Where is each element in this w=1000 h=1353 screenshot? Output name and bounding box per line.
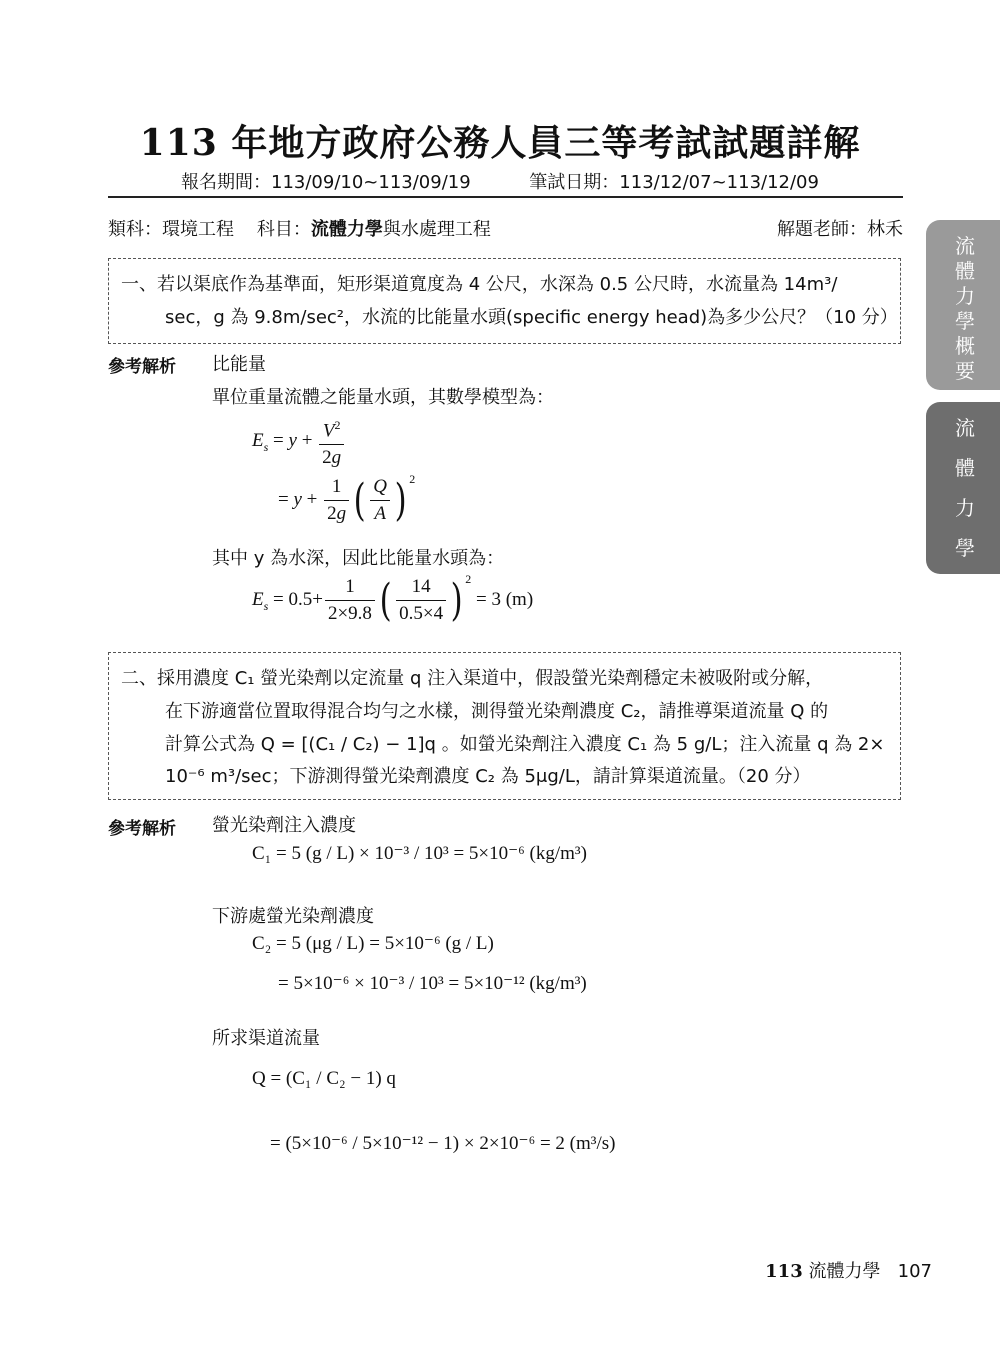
answer-2-heading-1: 螢光染劑注入濃度 xyxy=(212,815,356,836)
teacher: 解題老師：林禾 xyxy=(777,219,903,240)
concentration-c2-equation-2: = 5×10⁻⁶ × 10⁻³ / 10³ = 5×10⁻¹² (kg/m³) xyxy=(278,973,587,994)
exam-dates xyxy=(0,168,1000,194)
answer-2-heading-3: 所求渠道流量 xyxy=(212,1028,320,1049)
flow-rate-formula: Q = (C₁ / C₂ − 1) q xyxy=(252,1068,396,1089)
subject-rest: 與水處理工程 xyxy=(382,219,491,240)
specific-energy-calculation: $E_s = 0.5+$ $\frac{1}{2\times 9.8}$ ( $\frac{14}{0.5\times 4}$ ) $^2$ = 3 (m) xyxy=(252,572,534,626)
side-tab-fluid-mechanics-overview[interactable] xyxy=(926,220,1000,390)
registration-period: 報名期間：113/09/10~113/09/19 xyxy=(181,172,471,193)
question-1-box xyxy=(108,258,901,344)
tab-char: 體 xyxy=(955,456,975,480)
page-title: 113 年地方政府公務人員三等考試試題詳解 xyxy=(139,122,861,164)
question-1-line-2: sec，g 為 9.8m/sec²，水流的比能量水頭(specific energy head)為多少公尺？（10 分） xyxy=(165,307,898,328)
question-2-line-1: 二、採用濃度 C₁ 螢光染劑以定流量 q 注入渠道中，假設螢光染劑穩定未被吸附或分解， xyxy=(121,668,824,689)
footer-subject: 流體力學 xyxy=(808,1261,881,1282)
concentration-c2-equation-1: C₂ = 5 (μg / L) = 5×10⁻⁶ (g / L) xyxy=(252,933,494,954)
specific-energy-equation-1: $E_s = y$ + $\frac{V^2}{2g}$ xyxy=(252,412,346,471)
tab-char: 力 xyxy=(955,496,975,520)
question-1-line-1: 一、若以渠底作為基準面，矩形渠道寬度為 4 公尺，水深為 0.5 公尺時，水流量為 14m³/ xyxy=(121,274,838,295)
category: 類科：環境工程 xyxy=(108,219,234,240)
tab-char: 要 xyxy=(955,359,975,383)
tab-char: 概 xyxy=(955,334,975,358)
question-2-line-3: 計算公式為 Q = [(C₁ / C₂) − 1]q 。如螢光染劑注入濃度 C₁ 為 5 g/L；注入流量 q 為 2× xyxy=(165,734,885,755)
tab-char: 力 xyxy=(955,284,975,308)
tab-char: 學 xyxy=(955,536,975,560)
answer-1-text-2: 其中 y 為水深，因此比能量水頭為： xyxy=(212,548,505,569)
footer-book: 113 xyxy=(765,1261,803,1282)
answer-2-heading-2: 下游處螢光染劑濃度 xyxy=(212,906,374,927)
tab-char: 學 xyxy=(955,309,975,333)
header-rule xyxy=(108,196,903,198)
tab-char: 流 xyxy=(955,416,975,440)
flow-rate-calculation: = (5×10⁻⁶ / 5×10⁻¹² − 1) × 2×10⁻⁶ = 2 (m³/s) xyxy=(270,1133,616,1154)
specific-energy-equation-2: = y + $\frac{1}{2g}$ ( $\frac{Q}{A}$ ) $^2$ xyxy=(278,472,416,526)
question-2-line-4: 10⁻⁶ m³/sec；下游測得螢光染劑濃度 C₂ 為 5μg/L，請計算渠道流量。（20 分） xyxy=(165,766,811,787)
question-2-line-2: 在下游適當位置取得混合均勻之水樣，測得螢光染劑濃度 C₂，請推導渠道流量 Q 的 xyxy=(165,701,829,722)
calc-inner-den: 0.5×4 xyxy=(399,603,444,625)
page-footer xyxy=(765,1257,932,1283)
subject-prefix: 科目： xyxy=(256,219,311,240)
category-subject xyxy=(108,215,491,241)
side-tab-fluid-mechanics[interactable] xyxy=(926,402,1000,574)
concentration-c1-equation: C₁ = 5 (g / L) × 10⁻³ / 10³ = 5×10⁻⁶ (kg/m³) xyxy=(252,843,587,864)
calc-den: 2×9.8 xyxy=(327,603,372,625)
calc-result: = 3 (m) xyxy=(476,589,534,610)
written-exam-dates: 筆試日期：113/12/07~113/12/09 xyxy=(529,172,819,193)
page-number: 107 xyxy=(897,1261,932,1282)
calc-inner-num: 14 xyxy=(396,574,446,601)
answer-1-label: 參考解析 xyxy=(108,357,176,377)
subject-bold: 流體力學 xyxy=(310,219,383,240)
calc-term: 0.5+ xyxy=(288,589,323,610)
tab-char: 流 xyxy=(955,234,975,258)
tab-char: 體 xyxy=(955,259,975,283)
question-2-box xyxy=(108,652,901,800)
calc-num: 1 xyxy=(325,574,375,601)
answer-1-heading: 比能量 xyxy=(212,354,266,375)
answer-1-text-1: 單位重量流體之能量水頭，其數學模型為： xyxy=(212,387,554,408)
answer-2-label: 參考解析 xyxy=(108,819,176,839)
